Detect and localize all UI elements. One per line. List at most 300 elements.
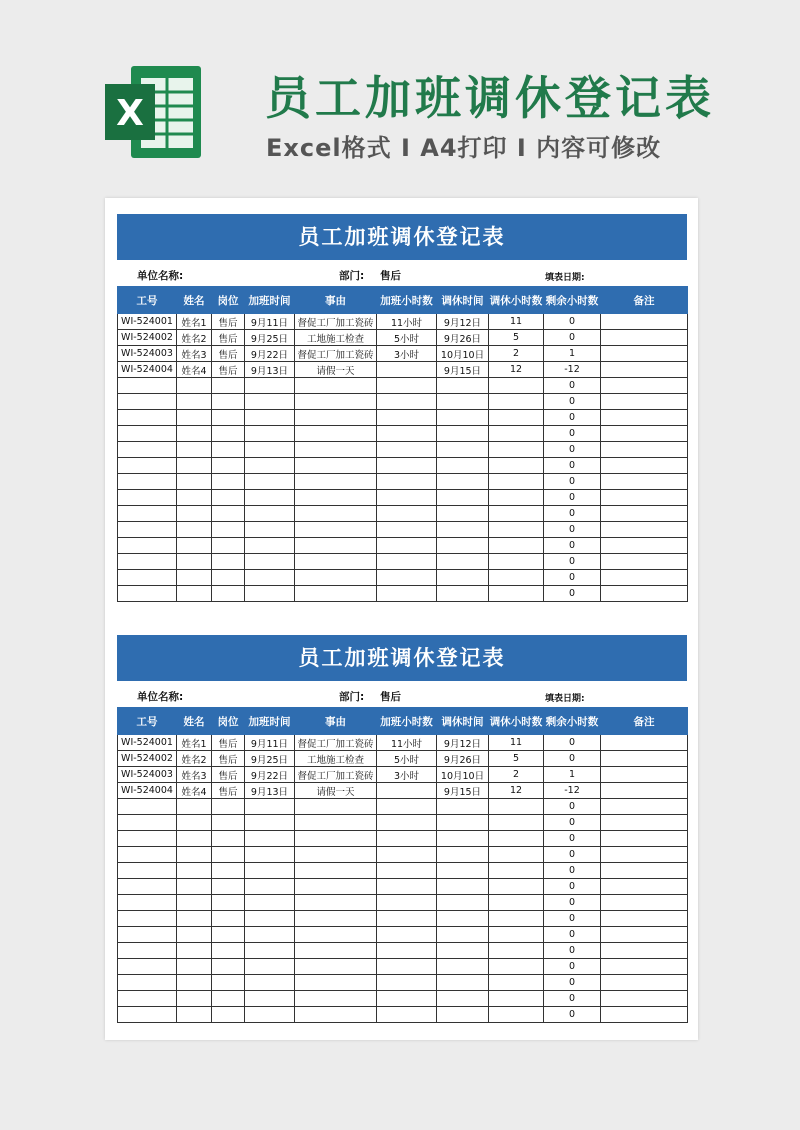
cell-reason[interactable] bbox=[295, 927, 377, 943]
cell-leave-hours[interactable] bbox=[489, 506, 544, 522]
cell-leave-date[interactable] bbox=[437, 538, 489, 554]
cell-employee-id[interactable] bbox=[118, 895, 177, 911]
cell-remarks[interactable] bbox=[601, 959, 688, 975]
cell-overtime-hours[interactable] bbox=[377, 362, 437, 378]
cell-leave-date[interactable] bbox=[437, 815, 489, 831]
cell-reason[interactable] bbox=[295, 442, 377, 458]
cell-name[interactable]: 姓名4 bbox=[177, 783, 212, 799]
cell-employee-id[interactable] bbox=[118, 378, 177, 394]
cell-reason[interactable] bbox=[295, 911, 377, 927]
cell-employee-id[interactable]: WI-524003 bbox=[118, 767, 177, 783]
cell-remaining-hours[interactable]: 0 bbox=[544, 959, 601, 975]
cell-leave-date[interactable] bbox=[437, 378, 489, 394]
cell-leave-date[interactable]: 9月15日 bbox=[437, 362, 489, 378]
cell-remaining-hours[interactable]: 0 bbox=[544, 831, 601, 847]
cell-leave-date[interactable] bbox=[437, 879, 489, 895]
cell-remarks[interactable] bbox=[601, 570, 688, 586]
cell-overtime-hours[interactable] bbox=[377, 442, 437, 458]
cell-leave-date[interactable] bbox=[437, 410, 489, 426]
cell-remarks[interactable] bbox=[601, 506, 688, 522]
cell-leave-date[interactable] bbox=[437, 991, 489, 1007]
cell-leave-hours[interactable]: 11 bbox=[489, 314, 544, 330]
cell-remarks[interactable] bbox=[601, 863, 688, 879]
cell-name[interactable] bbox=[177, 815, 212, 831]
cell-leave-date[interactable] bbox=[437, 863, 489, 879]
cell-employee-id[interactable] bbox=[118, 570, 177, 586]
cell-employee-id[interactable] bbox=[118, 1007, 177, 1023]
cell-overtime-hours[interactable] bbox=[377, 943, 437, 959]
cell-position[interactable] bbox=[212, 426, 245, 442]
cell-overtime-date[interactable] bbox=[245, 506, 295, 522]
cell-leave-hours[interactable] bbox=[489, 522, 544, 538]
cell-position[interactable] bbox=[212, 570, 245, 586]
cell-remaining-hours[interactable]: 0 bbox=[544, 410, 601, 426]
cell-reason[interactable] bbox=[295, 799, 377, 815]
cell-leave-hours[interactable]: 12 bbox=[489, 783, 544, 799]
cell-name[interactable] bbox=[177, 410, 212, 426]
cell-employee-id[interactable] bbox=[118, 426, 177, 442]
cell-reason[interactable] bbox=[295, 570, 377, 586]
cell-employee-id[interactable] bbox=[118, 442, 177, 458]
cell-name[interactable] bbox=[177, 831, 212, 847]
cell-remaining-hours[interactable]: 0 bbox=[544, 895, 601, 911]
cell-employee-id[interactable] bbox=[118, 831, 177, 847]
cell-reason[interactable] bbox=[295, 474, 377, 490]
cell-name[interactable]: 姓名1 bbox=[177, 314, 212, 330]
cell-reason[interactable] bbox=[295, 410, 377, 426]
cell-remaining-hours[interactable]: 0 bbox=[544, 394, 601, 410]
cell-employee-id[interactable]: WI-524001 bbox=[118, 314, 177, 330]
cell-position[interactable] bbox=[212, 490, 245, 506]
cell-overtime-hours[interactable]: 3小时 bbox=[377, 767, 437, 783]
cell-employee-id[interactable] bbox=[118, 927, 177, 943]
cell-overtime-hours[interactable] bbox=[377, 927, 437, 943]
cell-employee-id[interactable] bbox=[118, 815, 177, 831]
cell-overtime-hours[interactable] bbox=[377, 394, 437, 410]
cell-overtime-date[interactable] bbox=[245, 378, 295, 394]
cell-leave-hours[interactable] bbox=[489, 991, 544, 1007]
cell-remaining-hours[interactable]: 0 bbox=[544, 863, 601, 879]
cell-employee-id[interactable] bbox=[118, 943, 177, 959]
cell-overtime-hours[interactable] bbox=[377, 538, 437, 554]
cell-leave-hours[interactable]: 2 bbox=[489, 767, 544, 783]
cell-overtime-hours[interactable] bbox=[377, 1007, 437, 1023]
cell-reason[interactable]: 督促工厂加工瓷砖 bbox=[295, 767, 377, 783]
cell-position[interactable] bbox=[212, 1007, 245, 1023]
cell-overtime-date[interactable] bbox=[245, 1007, 295, 1023]
cell-reason[interactable]: 督促工厂加工瓷砖 bbox=[295, 314, 377, 330]
cell-position[interactable] bbox=[212, 799, 245, 815]
cell-reason[interactable] bbox=[295, 879, 377, 895]
cell-leave-hours[interactable] bbox=[489, 895, 544, 911]
cell-position[interactable]: 售后 bbox=[212, 735, 245, 751]
cell-employee-id[interactable] bbox=[118, 911, 177, 927]
cell-remarks[interactable] bbox=[601, 847, 688, 863]
cell-position[interactable] bbox=[212, 991, 245, 1007]
cell-remaining-hours[interactable]: 0 bbox=[544, 927, 601, 943]
cell-position[interactable] bbox=[212, 815, 245, 831]
cell-overtime-hours[interactable] bbox=[377, 895, 437, 911]
cell-remarks[interactable] bbox=[601, 538, 688, 554]
cell-remaining-hours[interactable]: -12 bbox=[544, 362, 601, 378]
cell-reason[interactable]: 请假一天 bbox=[295, 783, 377, 799]
cell-overtime-date[interactable] bbox=[245, 943, 295, 959]
cell-remarks[interactable] bbox=[601, 378, 688, 394]
cell-reason[interactable] bbox=[295, 490, 377, 506]
cell-position[interactable] bbox=[212, 975, 245, 991]
cell-overtime-hours[interactable]: 5小时 bbox=[377, 330, 437, 346]
cell-reason[interactable] bbox=[295, 847, 377, 863]
cell-overtime-date[interactable] bbox=[245, 474, 295, 490]
cell-leave-date[interactable] bbox=[437, 554, 489, 570]
cell-leave-date[interactable] bbox=[437, 458, 489, 474]
cell-remaining-hours[interactable]: 1 bbox=[544, 346, 601, 362]
cell-name[interactable] bbox=[177, 554, 212, 570]
cell-name[interactable] bbox=[177, 799, 212, 815]
cell-leave-hours[interactable] bbox=[489, 410, 544, 426]
cell-employee-id[interactable] bbox=[118, 991, 177, 1007]
cell-remarks[interactable] bbox=[601, 879, 688, 895]
cell-employee-id[interactable] bbox=[118, 474, 177, 490]
cell-remaining-hours[interactable]: 0 bbox=[544, 815, 601, 831]
cell-leave-hours[interactable] bbox=[489, 426, 544, 442]
cell-overtime-date[interactable]: 9月11日 bbox=[245, 314, 295, 330]
cell-remaining-hours[interactable]: 0 bbox=[544, 570, 601, 586]
cell-overtime-hours[interactable] bbox=[377, 506, 437, 522]
cell-position[interactable] bbox=[212, 554, 245, 570]
cell-leave-hours[interactable] bbox=[489, 799, 544, 815]
cell-remarks[interactable] bbox=[601, 522, 688, 538]
cell-remarks[interactable] bbox=[601, 735, 688, 751]
cell-leave-hours[interactable] bbox=[489, 831, 544, 847]
cell-overtime-date[interactable] bbox=[245, 442, 295, 458]
cell-remaining-hours[interactable]: 0 bbox=[544, 879, 601, 895]
cell-remarks[interactable] bbox=[601, 943, 688, 959]
cell-name[interactable] bbox=[177, 570, 212, 586]
cell-position[interactable] bbox=[212, 831, 245, 847]
cell-employee-id[interactable]: WI-524004 bbox=[118, 362, 177, 378]
cell-employee-id[interactable] bbox=[118, 506, 177, 522]
cell-name[interactable]: 姓名1 bbox=[177, 735, 212, 751]
cell-remaining-hours[interactable]: 0 bbox=[544, 314, 601, 330]
cell-remarks[interactable] bbox=[601, 751, 688, 767]
cell-leave-date[interactable] bbox=[437, 895, 489, 911]
cell-leave-hours[interactable]: 5 bbox=[489, 330, 544, 346]
cell-reason[interactable]: 工地施工检查 bbox=[295, 751, 377, 767]
cell-position[interactable] bbox=[212, 474, 245, 490]
cell-overtime-hours[interactable] bbox=[377, 847, 437, 863]
cell-employee-id[interactable] bbox=[118, 458, 177, 474]
cell-overtime-hours[interactable] bbox=[377, 522, 437, 538]
cell-overtime-date[interactable] bbox=[245, 586, 295, 602]
cell-overtime-date[interactable] bbox=[245, 991, 295, 1007]
cell-remarks[interactable] bbox=[601, 895, 688, 911]
cell-overtime-date[interactable]: 9月11日 bbox=[245, 735, 295, 751]
cell-leave-date[interactable]: 9月26日 bbox=[437, 751, 489, 767]
cell-leave-hours[interactable] bbox=[489, 927, 544, 943]
cell-leave-date[interactable] bbox=[437, 975, 489, 991]
cell-overtime-date[interactable] bbox=[245, 458, 295, 474]
cell-remarks[interactable] bbox=[601, 799, 688, 815]
cell-overtime-date[interactable] bbox=[245, 394, 295, 410]
cell-name[interactable] bbox=[177, 426, 212, 442]
cell-remaining-hours[interactable]: 0 bbox=[544, 522, 601, 538]
cell-overtime-date[interactable] bbox=[245, 554, 295, 570]
cell-leave-date[interactable] bbox=[437, 943, 489, 959]
cell-overtime-date[interactable] bbox=[245, 831, 295, 847]
cell-remarks[interactable] bbox=[601, 831, 688, 847]
cell-overtime-hours[interactable] bbox=[377, 410, 437, 426]
cell-remaining-hours[interactable]: 0 bbox=[544, 911, 601, 927]
cell-remarks[interactable] bbox=[601, 586, 688, 602]
cell-name[interactable] bbox=[177, 959, 212, 975]
cell-leave-date[interactable] bbox=[437, 586, 489, 602]
cell-name[interactable] bbox=[177, 442, 212, 458]
cell-employee-id[interactable] bbox=[118, 554, 177, 570]
cell-employee-id[interactable]: WI-524002 bbox=[118, 751, 177, 767]
cell-position[interactable] bbox=[212, 458, 245, 474]
cell-reason[interactable] bbox=[295, 863, 377, 879]
cell-leave-hours[interactable] bbox=[489, 394, 544, 410]
cell-overtime-date[interactable]: 9月25日 bbox=[245, 330, 295, 346]
cell-leave-hours[interactable] bbox=[489, 863, 544, 879]
cell-leave-hours[interactable] bbox=[489, 911, 544, 927]
cell-leave-hours[interactable] bbox=[489, 442, 544, 458]
cell-reason[interactable] bbox=[295, 831, 377, 847]
cell-reason[interactable] bbox=[295, 815, 377, 831]
cell-overtime-date[interactable]: 9月22日 bbox=[245, 767, 295, 783]
cell-position[interactable] bbox=[212, 927, 245, 943]
cell-overtime-hours[interactable] bbox=[377, 799, 437, 815]
cell-remaining-hours[interactable]: 0 bbox=[544, 975, 601, 991]
cell-leave-hours[interactable] bbox=[489, 474, 544, 490]
cell-position[interactable] bbox=[212, 943, 245, 959]
cell-overtime-hours[interactable] bbox=[377, 991, 437, 1007]
cell-leave-date[interactable] bbox=[437, 490, 489, 506]
cell-reason[interactable]: 督促工厂加工瓷砖 bbox=[295, 735, 377, 751]
cell-remaining-hours[interactable]: 0 bbox=[544, 442, 601, 458]
cell-remarks[interactable] bbox=[601, 362, 688, 378]
cell-remarks[interactable] bbox=[601, 911, 688, 927]
cell-remaining-hours[interactable]: 0 bbox=[544, 506, 601, 522]
cell-remarks[interactable] bbox=[601, 554, 688, 570]
cell-leave-hours[interactable] bbox=[489, 490, 544, 506]
cell-leave-date[interactable]: 9月12日 bbox=[437, 735, 489, 751]
cell-overtime-date[interactable] bbox=[245, 522, 295, 538]
cell-overtime-date[interactable] bbox=[245, 863, 295, 879]
cell-remarks[interactable] bbox=[601, 442, 688, 458]
cell-remarks[interactable] bbox=[601, 490, 688, 506]
cell-name[interactable]: 姓名2 bbox=[177, 751, 212, 767]
cell-leave-date[interactable] bbox=[437, 847, 489, 863]
cell-name[interactable] bbox=[177, 586, 212, 602]
cell-overtime-hours[interactable] bbox=[377, 911, 437, 927]
cell-remaining-hours[interactable]: 0 bbox=[544, 474, 601, 490]
cell-position[interactable] bbox=[212, 847, 245, 863]
cell-remarks[interactable] bbox=[601, 783, 688, 799]
cell-position[interactable]: 售后 bbox=[212, 314, 245, 330]
cell-position[interactable] bbox=[212, 911, 245, 927]
cell-overtime-hours[interactable]: 11小时 bbox=[377, 735, 437, 751]
cell-leave-date[interactable] bbox=[437, 959, 489, 975]
cell-reason[interactable] bbox=[295, 975, 377, 991]
cell-overtime-date[interactable] bbox=[245, 959, 295, 975]
cell-reason[interactable] bbox=[295, 943, 377, 959]
cell-leave-date[interactable]: 10月10日 bbox=[437, 767, 489, 783]
cell-name[interactable] bbox=[177, 394, 212, 410]
cell-remaining-hours[interactable]: 0 bbox=[544, 943, 601, 959]
cell-employee-id[interactable] bbox=[118, 879, 177, 895]
cell-position[interactable] bbox=[212, 895, 245, 911]
cell-position[interactable] bbox=[212, 538, 245, 554]
cell-leave-hours[interactable]: 12 bbox=[489, 362, 544, 378]
cell-remaining-hours[interactable]: 0 bbox=[544, 538, 601, 554]
cell-leave-hours[interactable] bbox=[489, 1007, 544, 1023]
cell-name[interactable]: 姓名3 bbox=[177, 346, 212, 362]
cell-leave-date[interactable]: 9月26日 bbox=[437, 330, 489, 346]
cell-overtime-hours[interactable] bbox=[377, 783, 437, 799]
cell-remaining-hours[interactable]: 0 bbox=[544, 799, 601, 815]
cell-name[interactable] bbox=[177, 911, 212, 927]
cell-name[interactable] bbox=[177, 879, 212, 895]
cell-employee-id[interactable]: WI-524004 bbox=[118, 783, 177, 799]
cell-reason[interactable] bbox=[295, 458, 377, 474]
cell-remaining-hours[interactable]: -12 bbox=[544, 783, 601, 799]
cell-overtime-date[interactable]: 9月13日 bbox=[245, 362, 295, 378]
cell-overtime-date[interactable]: 9月25日 bbox=[245, 751, 295, 767]
cell-overtime-hours[interactable] bbox=[377, 426, 437, 442]
cell-name[interactable] bbox=[177, 863, 212, 879]
cell-overtime-hours[interactable] bbox=[377, 879, 437, 895]
cell-employee-id[interactable] bbox=[118, 490, 177, 506]
cell-name[interactable] bbox=[177, 943, 212, 959]
cell-remarks[interactable] bbox=[601, 314, 688, 330]
cell-remarks[interactable] bbox=[601, 346, 688, 362]
cell-overtime-hours[interactable] bbox=[377, 586, 437, 602]
cell-overtime-date[interactable] bbox=[245, 570, 295, 586]
cell-reason[interactable] bbox=[295, 426, 377, 442]
cell-reason[interactable]: 督促工厂加工瓷砖 bbox=[295, 346, 377, 362]
cell-overtime-hours[interactable] bbox=[377, 378, 437, 394]
cell-leave-hours[interactable] bbox=[489, 847, 544, 863]
cell-employee-id[interactable]: WI-524002 bbox=[118, 330, 177, 346]
cell-reason[interactable] bbox=[295, 522, 377, 538]
cell-leave-hours[interactable] bbox=[489, 554, 544, 570]
cell-overtime-hours[interactable] bbox=[377, 815, 437, 831]
cell-name[interactable] bbox=[177, 490, 212, 506]
cell-leave-hours[interactable]: 11 bbox=[489, 735, 544, 751]
cell-overtime-date[interactable] bbox=[245, 911, 295, 927]
cell-position[interactable]: 售后 bbox=[212, 751, 245, 767]
cell-employee-id[interactable] bbox=[118, 394, 177, 410]
cell-overtime-hours[interactable] bbox=[377, 975, 437, 991]
cell-leave-date[interactable] bbox=[437, 1007, 489, 1023]
cell-leave-date[interactable] bbox=[437, 506, 489, 522]
cell-leave-hours[interactable]: 5 bbox=[489, 751, 544, 767]
cell-name[interactable] bbox=[177, 1007, 212, 1023]
cell-overtime-hours[interactable]: 3小时 bbox=[377, 346, 437, 362]
cell-name[interactable] bbox=[177, 474, 212, 490]
cell-leave-date[interactable] bbox=[437, 927, 489, 943]
cell-leave-hours[interactable] bbox=[489, 570, 544, 586]
cell-overtime-date[interactable] bbox=[245, 410, 295, 426]
cell-leave-hours[interactable]: 2 bbox=[489, 346, 544, 362]
cell-leave-date[interactable]: 10月10日 bbox=[437, 346, 489, 362]
cell-overtime-date[interactable] bbox=[245, 538, 295, 554]
cell-reason[interactable] bbox=[295, 378, 377, 394]
cell-leave-date[interactable]: 9月15日 bbox=[437, 783, 489, 799]
cell-position[interactable] bbox=[212, 586, 245, 602]
cell-position[interactable] bbox=[212, 863, 245, 879]
cell-employee-id[interactable]: WI-524001 bbox=[118, 735, 177, 751]
cell-overtime-hours[interactable] bbox=[377, 863, 437, 879]
cell-reason[interactable] bbox=[295, 394, 377, 410]
cell-position[interactable] bbox=[212, 522, 245, 538]
cell-reason[interactable] bbox=[295, 586, 377, 602]
cell-leave-hours[interactable] bbox=[489, 943, 544, 959]
cell-overtime-date[interactable]: 9月13日 bbox=[245, 783, 295, 799]
cell-reason[interactable] bbox=[295, 895, 377, 911]
cell-overtime-hours[interactable] bbox=[377, 490, 437, 506]
cell-overtime-hours[interactable] bbox=[377, 570, 437, 586]
cell-position[interactable] bbox=[212, 378, 245, 394]
cell-reason[interactable] bbox=[295, 959, 377, 975]
cell-overtime-date[interactable] bbox=[245, 815, 295, 831]
cell-overtime-hours[interactable] bbox=[377, 458, 437, 474]
cell-overtime-hours[interactable] bbox=[377, 959, 437, 975]
cell-employee-id[interactable] bbox=[118, 975, 177, 991]
cell-overtime-date[interactable] bbox=[245, 927, 295, 943]
cell-name[interactable]: 姓名3 bbox=[177, 767, 212, 783]
cell-leave-hours[interactable] bbox=[489, 586, 544, 602]
cell-remaining-hours[interactable]: 0 bbox=[544, 991, 601, 1007]
cell-remaining-hours[interactable]: 1 bbox=[544, 767, 601, 783]
cell-overtime-date[interactable] bbox=[245, 975, 295, 991]
cell-overtime-date[interactable]: 9月22日 bbox=[245, 346, 295, 362]
cell-remarks[interactable] bbox=[601, 975, 688, 991]
cell-remaining-hours[interactable]: 0 bbox=[544, 847, 601, 863]
cell-overtime-date[interactable] bbox=[245, 799, 295, 815]
cell-employee-id[interactable] bbox=[118, 410, 177, 426]
cell-remaining-hours[interactable]: 0 bbox=[544, 586, 601, 602]
cell-remarks[interactable] bbox=[601, 410, 688, 426]
cell-leave-date[interactable] bbox=[437, 426, 489, 442]
cell-remarks[interactable] bbox=[601, 927, 688, 943]
cell-remaining-hours[interactable]: 0 bbox=[544, 1007, 601, 1023]
cell-name[interactable] bbox=[177, 847, 212, 863]
cell-remaining-hours[interactable]: 0 bbox=[544, 378, 601, 394]
cell-remarks[interactable] bbox=[601, 767, 688, 783]
cell-remaining-hours[interactable]: 0 bbox=[544, 554, 601, 570]
cell-position[interactable]: 售后 bbox=[212, 330, 245, 346]
cell-remarks[interactable] bbox=[601, 991, 688, 1007]
cell-overtime-hours[interactable] bbox=[377, 554, 437, 570]
cell-reason[interactable]: 工地施工检查 bbox=[295, 330, 377, 346]
cell-reason[interactable] bbox=[295, 1007, 377, 1023]
cell-position[interactable]: 售后 bbox=[212, 767, 245, 783]
cell-leave-date[interactable] bbox=[437, 799, 489, 815]
cell-employee-id[interactable] bbox=[118, 799, 177, 815]
cell-reason[interactable] bbox=[295, 506, 377, 522]
cell-reason[interactable] bbox=[295, 991, 377, 1007]
cell-remarks[interactable] bbox=[601, 474, 688, 490]
cell-overtime-date[interactable] bbox=[245, 879, 295, 895]
cell-position[interactable]: 售后 bbox=[212, 783, 245, 799]
cell-remarks[interactable] bbox=[601, 815, 688, 831]
cell-overtime-hours[interactable] bbox=[377, 474, 437, 490]
cell-leave-date[interactable] bbox=[437, 442, 489, 458]
cell-employee-id[interactable] bbox=[118, 863, 177, 879]
